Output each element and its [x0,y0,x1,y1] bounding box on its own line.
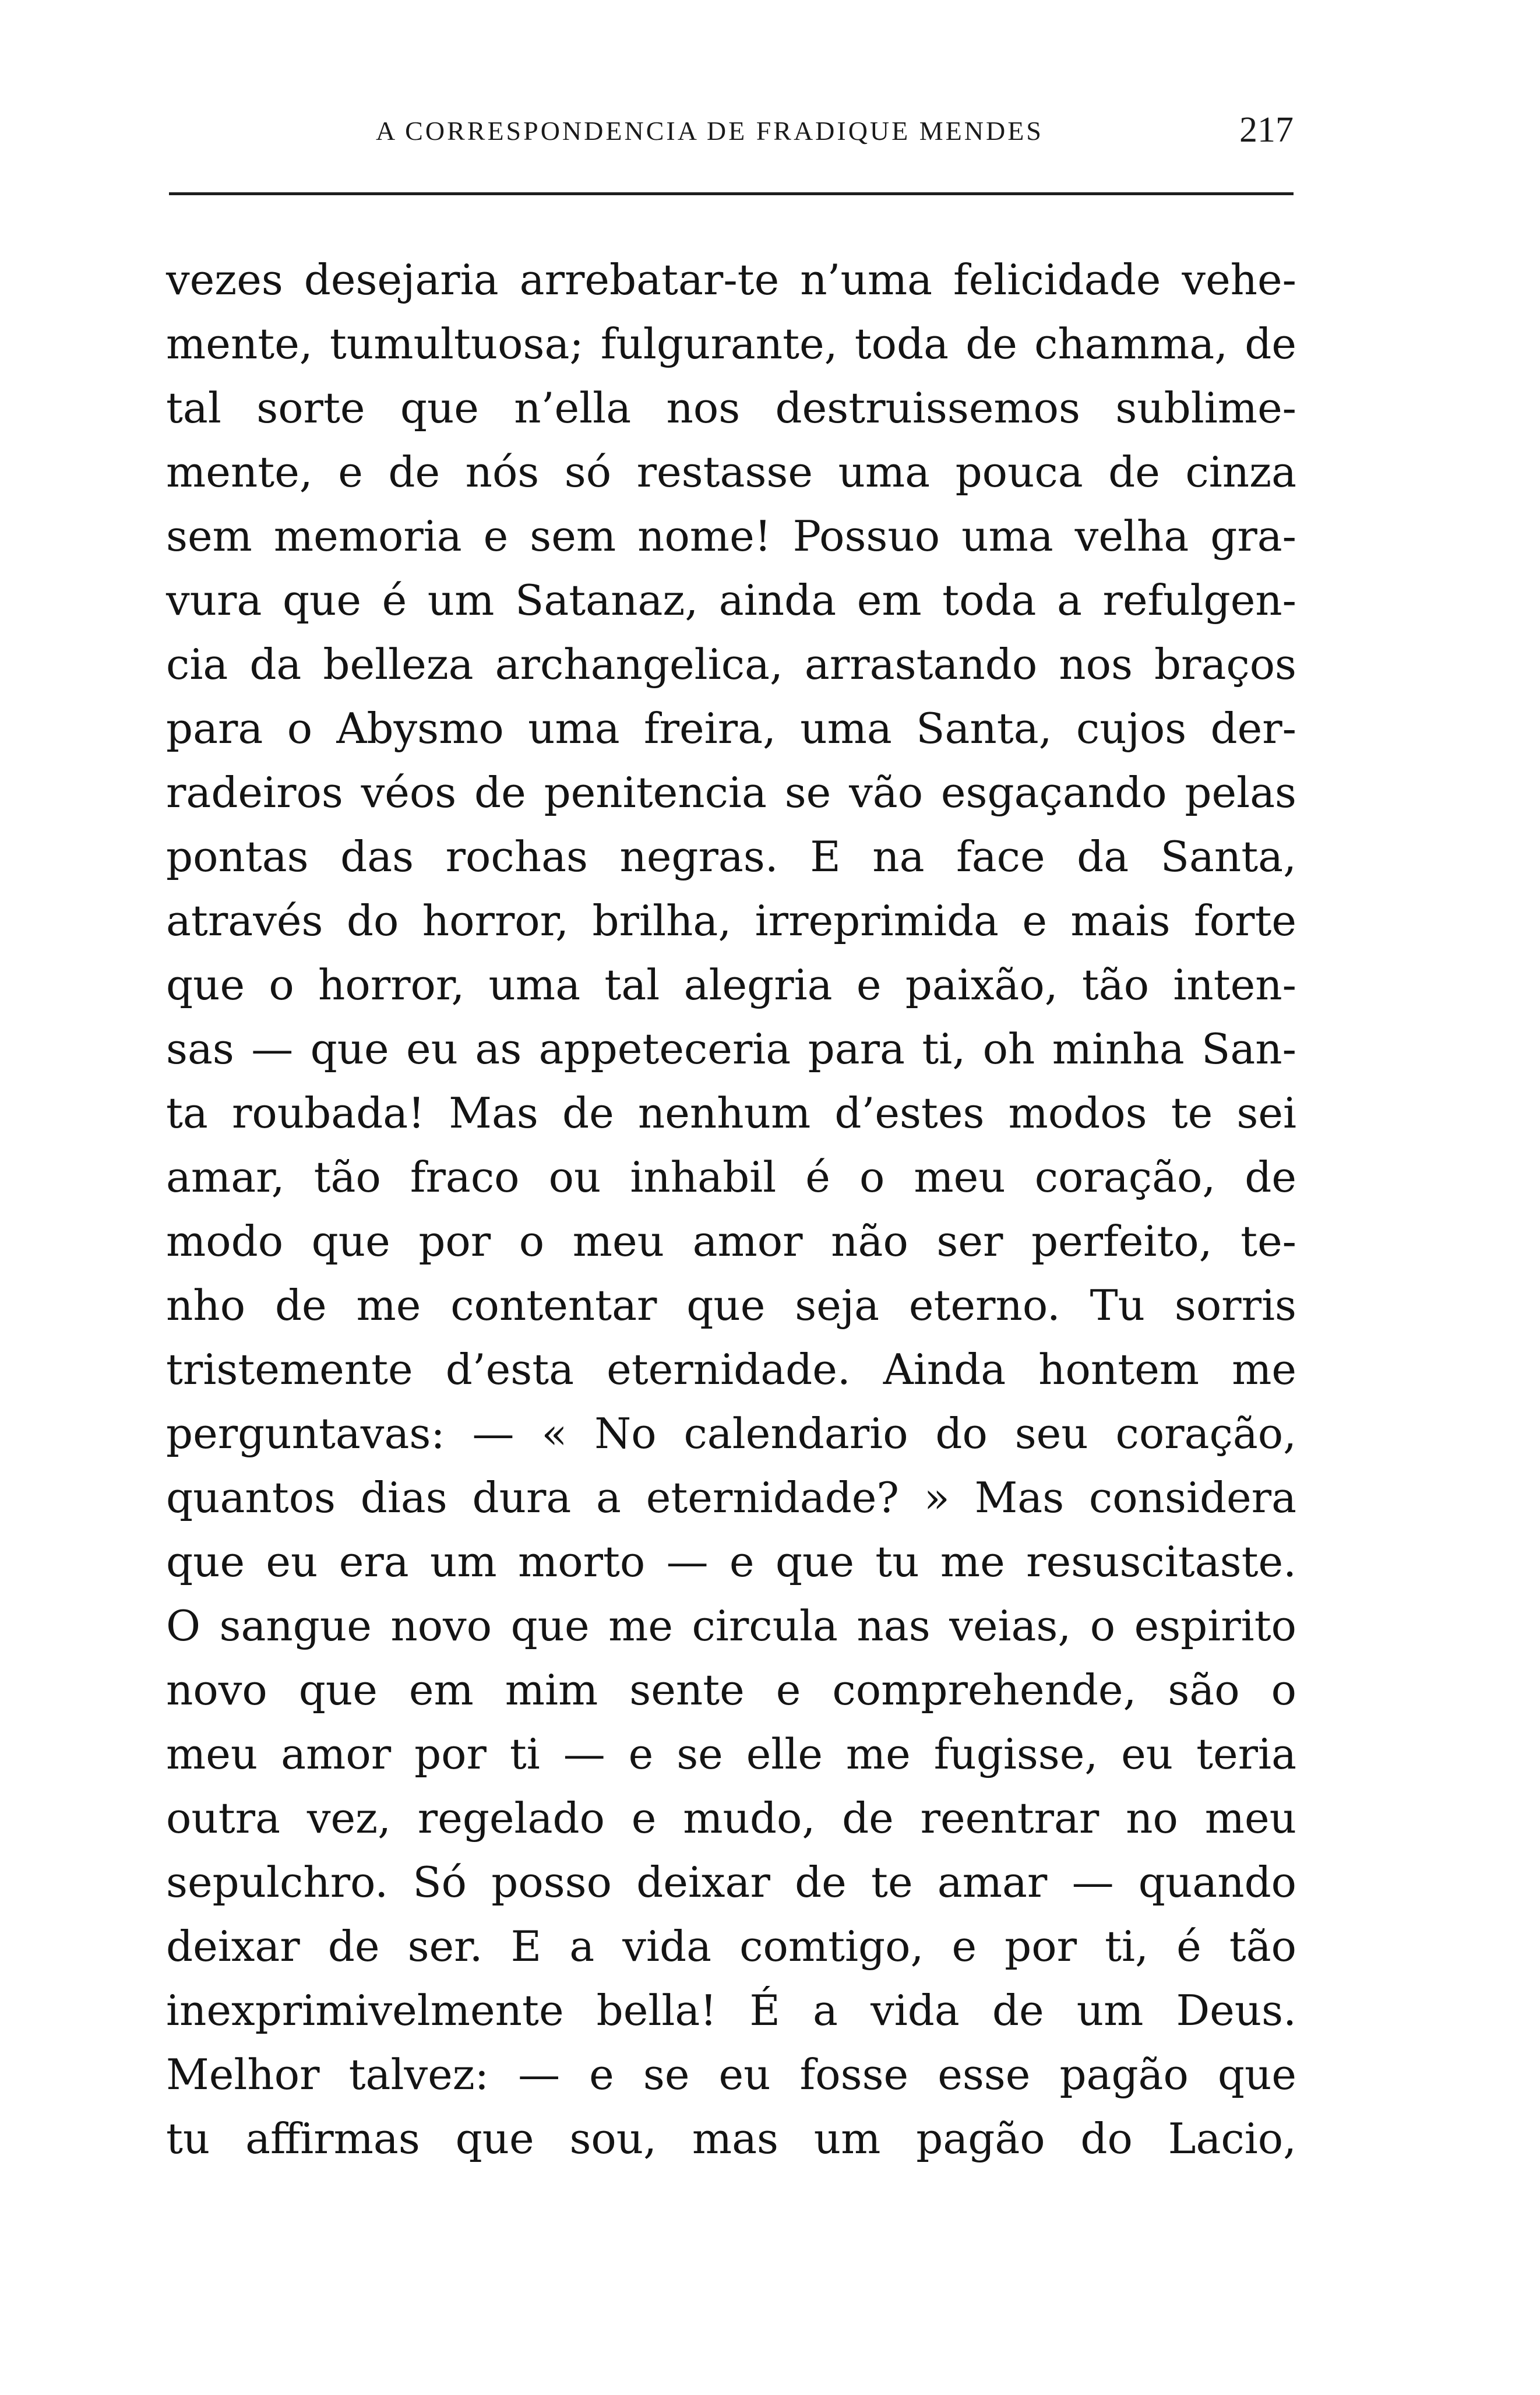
text-line: perguntavas: — « No calendario do seu coração, [166,1409,1296,1458]
text-line: pontas das rochas negras. E na face da Santa, [166,832,1296,881]
running-title: A CORRESPONDENCIA DE FRADIQUE MENDES [376,116,1044,146]
running-head [169,110,1294,162]
text-line: tu affirmas que sou, mas um pagão do Lacio, [166,2114,1296,2163]
text-line: vezes desejaria arrebatar-te n’uma felicidade vehe- [166,255,1296,304]
text-line: sepulchro. Só posso deixar de te amar — quando [166,1858,1296,1907]
text-line: tal sorte que n’ella nos destruissemos sublime- [166,383,1296,432]
text-line: para o Abysmo uma freira, uma Santa, cujos der- [166,704,1296,753]
page-number: 217 [1239,110,1294,150]
text-line: tristemente d’esta eternidade. Ainda hontem me [166,1345,1296,1394]
text-line: sem memoria e sem nome! Possuo uma velha gra- [166,512,1296,561]
text-line: vura que é um Satanaz, ainda em toda a refulgen- [166,576,1296,625]
text-line: O sangue novo que me circula nas veias, o espirito [166,1601,1296,1650]
text-line: novo que em mim sente e comprehende, são o [166,1665,1296,1714]
body-text [166,248,1296,2171]
text-line: ta roubada! Mas de nenhum d’estes modos te sei [166,1089,1296,1137]
text-line: radeiros véos de penitencia se vão esgaçando pelas [166,768,1296,817]
text-line: outra vez, regelado e mudo, de reentrar no meu [166,1794,1296,1843]
header-rule [169,192,1294,195]
text-line: meu amor por ti — e se elle me fugisse, eu teria [166,1730,1296,1778]
text-line: que eu era um morto — e que tu me resuscitaste. [166,1537,1296,1586]
text-line: mente, tumultuosa; fulgurante, toda de chamma, de [166,319,1296,368]
text-line: cia da belleza archangelica, arrastando nos braços [166,640,1296,689]
text-line: modo que por o meu amor não ser perfeito, te- [166,1217,1296,1266]
text-line: nho de me contentar que seja eterno. Tu sorris [166,1281,1296,1330]
text-line: sas — que eu as appeteceria para ti, oh minha San- [166,1024,1296,1073]
text-line: deixar de ser. E a vida comtigo, e por ti, é tão [166,1922,1296,1971]
text-line: que o horror, uma tal alegria e paixão, tão inten- [166,960,1296,1009]
text-line: amar, tão fraco ou inhabil é o meu coração, de [166,1153,1296,1202]
text-line: Melhor talvez: — e se eu fosse esse pagão que [166,2050,1296,2099]
text-line: mente, e de nós só restasse uma pouca de cinza [166,448,1296,496]
text-line: através do horror, brilha, irreprimida e mais forte [166,896,1296,945]
text-line: quantos dias dura a eternidade? » Mas considera [166,1473,1296,1522]
text-line: inexprimivelmente bella! É a vida de um Deus. [166,1986,1296,2035]
